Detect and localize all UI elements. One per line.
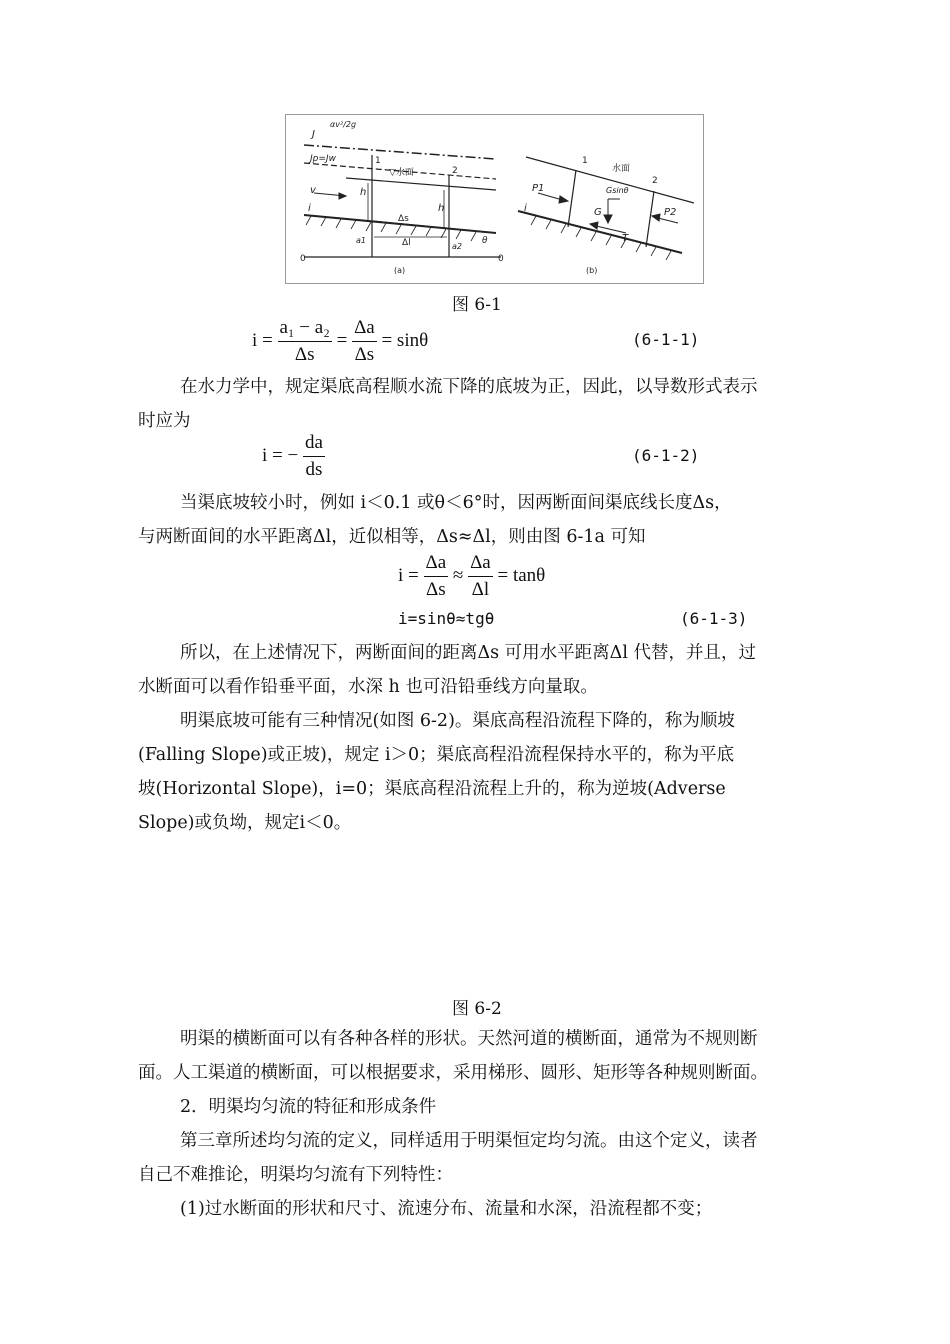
paragraph-4-line-4: Slope)或负坳，规定i＜0。 — [138, 813, 352, 833]
eq1-denominator: Δs — [294, 344, 315, 365]
equation-6-1-3-part-1 — [398, 550, 545, 603]
label-T: T — [622, 233, 629, 244]
paragraph-4-line-3: 坡(Horizontal Slope)，i=0；渠底高程沿流程上升的，称为逆坡(Adverse — [138, 779, 726, 799]
eq2-numerator: da — [303, 430, 325, 457]
label-dl: Δl — [402, 238, 411, 248]
label-b-i: i — [524, 203, 527, 214]
label-Jp-Jw: Jp=Jw — [310, 154, 336, 164]
eq3-numerator-2: Δa — [468, 550, 493, 577]
eq2-fraction — [303, 430, 325, 483]
eq3-fraction-1 — [424, 550, 449, 603]
eq3-denominator: Δs — [426, 579, 446, 600]
label-panel-b: (b) — [586, 266, 598, 275]
eq1-fraction-2 — [352, 315, 377, 368]
paragraph-4-line-1: 明渠底坡可能有三种情况(如图 6-2)。渠底高程沿流程下降的，称为顺坡 — [180, 711, 735, 731]
paragraph-2-line-1: 当渠底坡较小时，例如 i＜0.1 或θ＜6°时，因两断面间渠底线长度Δs， — [180, 493, 732, 513]
label-surface-b: 水面 — [612, 164, 631, 174]
label-P2: P2 — [664, 207, 677, 218]
paragraph-3-line-2: 水断面可以看作铅垂平面，水深 h 也可沿铅垂线方向量取。 — [138, 677, 598, 697]
paragraph-4-line-2: (Falling Slope)或正坡)，规定 i＞0；渠底高程沿流程保持水平的，称为平底 — [138, 745, 735, 765]
equation-6-1-2 — [262, 430, 325, 483]
label-G: G — [594, 207, 602, 218]
eq3-lhs: i = — [398, 564, 419, 586]
label-Gsin: Gsinθ — [606, 186, 629, 195]
label-b-sec2: 2 — [652, 176, 658, 186]
eq2-denominator: ds — [305, 459, 323, 480]
label-a1: a1 — [356, 236, 366, 245]
eq2-lhs: i = − — [262, 444, 299, 466]
label-theta: θ — [482, 236, 488, 246]
equation-6-1-1 — [252, 315, 428, 368]
figure-6-1 — [285, 114, 704, 284]
paragraph-5-line-1: 明渠的横断面可以有各种各样的形状。天然河道的横断面，通常为不规则断 — [180, 1029, 758, 1049]
eq1-fraction-1 — [278, 315, 332, 368]
label-ds: Δs — [398, 214, 409, 224]
eq1-numerator: a₁ − a₂ — [278, 315, 332, 342]
equation-6-1-3-part-2: i=sinθ≈tgθ — [398, 609, 495, 628]
eq3-fraction-2 — [468, 550, 493, 603]
paragraph-1-line-2: 时应为 — [138, 411, 191, 431]
label-sec1: 1 — [375, 156, 381, 166]
label-v: v — [310, 185, 316, 196]
label-h2: h — [438, 203, 445, 214]
paragraph-7-line-1: 第三章所述均匀流的定义，同样适用于明渠恒定均匀流。由这个定义，读者 — [180, 1131, 758, 1151]
label-b-sec1: 1 — [582, 156, 588, 166]
figure-6-1-drawing — [286, 115, 703, 283]
label-a2: a2 — [452, 242, 462, 251]
label-P1: P1 — [532, 183, 545, 194]
eq3-rhs: = tanθ — [497, 564, 546, 586]
list-item-1: (1)过水断面的形状和尺寸、流速分布、流量和水深，沿流程都不变； — [180, 1199, 713, 1219]
label-velocity-head: αv²/2g — [330, 120, 357, 129]
label-sec2: 2 — [452, 166, 458, 176]
eq3-number: (6-1-3) — [680, 609, 748, 628]
label-surface-a: ▽水面 — [389, 168, 414, 178]
label-zero-right: 0 — [498, 254, 504, 264]
figure-6-2-caption: 图 6-2 — [452, 999, 502, 1019]
paragraph-2-line-2: 与两断面间的水平距离Δl，近似相等，Δs≈Δl，则由图 6-1a 可知 — [138, 527, 646, 547]
figure-6-1-caption: 图 6-1 — [452, 295, 502, 315]
paragraph-1-line-1: 在水力学中，规定渠底高程顺水流下降的底坡为正，因此，以导数形式表示 — [180, 377, 758, 397]
section-heading-2: 2．明渠均匀流的特征和形成条件 — [180, 1097, 437, 1117]
eq1-denominator-2: Δs — [354, 344, 375, 365]
panel-a-labels — [300, 120, 504, 275]
label-panel-a: (a) — [394, 266, 406, 275]
eq1-numerator-2: Δa — [352, 315, 377, 342]
label-h1: h — [360, 187, 367, 198]
paragraph-5-line-2: 面。人工渠道的横断面，可以根据要求，采用梯形、圆形、矩形等各种规则断面。 — [138, 1063, 768, 1083]
label-zero-left: 0 — [300, 254, 306, 264]
label-i: i — [308, 203, 311, 214]
paragraph-7-line-2: 自己不难推论，明渠均匀流有下列特性： — [138, 1165, 453, 1185]
eq1-number: (6-1-1) — [632, 330, 700, 349]
label-J: J — [312, 129, 315, 140]
eq3-approx: ≈ — [452, 564, 464, 586]
eq1-lhs: i = — [252, 329, 273, 351]
eq1-rhs: = sinθ — [381, 329, 429, 351]
eq1-equals: = — [336, 329, 348, 351]
eq2-number: (6-1-2) — [632, 446, 700, 465]
paragraph-3-line-1: 所以，在上述情况下，两断面间的距离Δs 可用水平距离Δl 代替，并且，过 — [180, 643, 756, 663]
eq3-numerator: Δa — [424, 550, 449, 577]
eq3-denominator-2: Δl — [471, 579, 490, 600]
